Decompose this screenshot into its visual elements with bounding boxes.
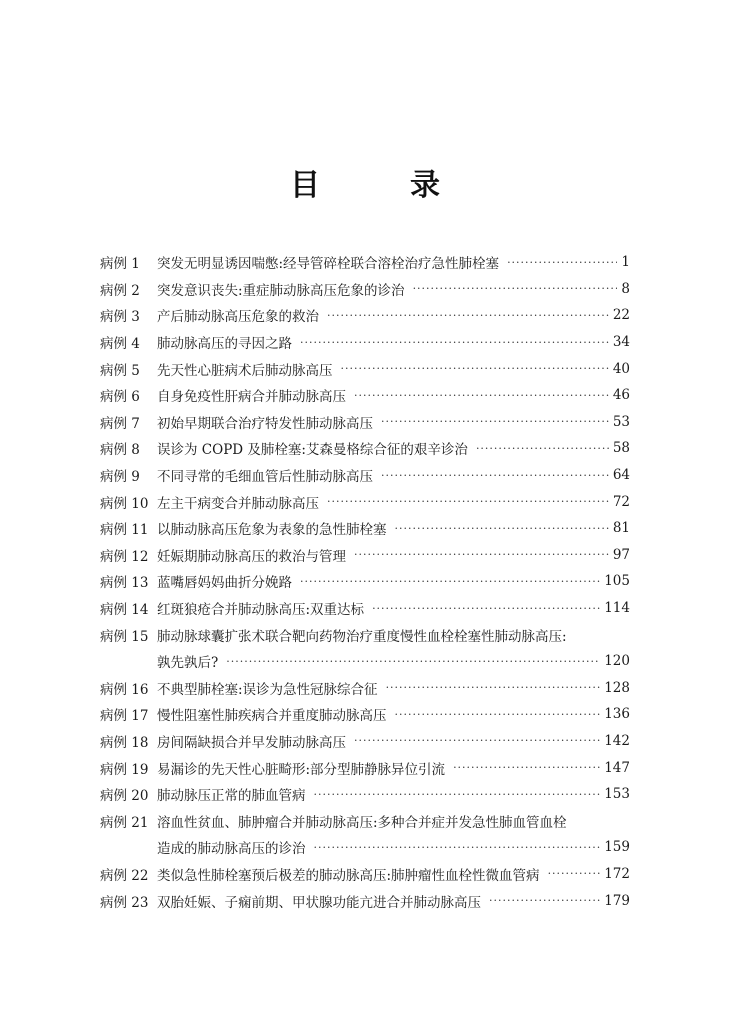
dot-leader	[395, 523, 609, 534]
case-label: 病例 19	[100, 761, 149, 778]
page-number: 22	[612, 307, 630, 324]
case-title: 误诊为 COPD 及肺栓塞:艾森曼格综合征的艰辛诊治	[157, 442, 468, 459]
case-title: 易漏诊的先天性心脏畸形:部分型肺静脉异位引流	[157, 761, 446, 778]
page-number: 147	[604, 759, 630, 776]
page-number: 105	[604, 573, 630, 590]
case-label: 病例 7	[100, 415, 140, 432]
case-label: 病例 18	[100, 734, 149, 751]
toc-entry	[100, 515, 630, 542]
page-number: 97	[612, 546, 630, 563]
dot-leader	[327, 310, 609, 321]
dot-leader	[327, 496, 609, 507]
page-number: 40	[612, 360, 630, 377]
case-title: 肺动脉高压的寻因之路	[157, 336, 292, 353]
case-label: 病例 10	[100, 495, 149, 512]
case-label: 病例 14	[100, 602, 149, 619]
page-number: 159	[604, 839, 630, 856]
case-label: 病例 20	[100, 788, 149, 805]
page-number: 172	[604, 865, 630, 882]
dot-leader	[300, 576, 600, 587]
page-title: 目 录	[290, 168, 470, 203]
case-label: 病例 5	[100, 362, 140, 379]
toc-entry	[100, 568, 630, 595]
case-label: 病例 4	[100, 336, 140, 353]
dot-leader	[395, 709, 601, 720]
toc-entry	[100, 249, 630, 276]
case-label: 病例 12	[100, 548, 149, 565]
case-label: 病例 15	[100, 628, 149, 645]
case-title: 突发无明显诱因喘憋:经导管碎栓联合溶栓治疗急性肺栓塞	[157, 256, 500, 273]
case-title: 产后肺动脉高压危象的救治	[157, 309, 319, 326]
case-title: 类似急性肺栓塞预后极差的肺动脉高压:肺肿瘤性血栓性微血管病	[157, 867, 540, 884]
toc-entry	[100, 781, 630, 808]
case-label: 病例 8	[100, 442, 140, 459]
page-number: 179	[604, 892, 630, 909]
case-title: 不典型肺栓塞:误诊为急性冠脉综合征	[157, 681, 378, 698]
dot-leader	[381, 416, 609, 427]
page-number: 142	[604, 732, 630, 749]
dot-leader	[507, 257, 617, 268]
case-title: 初始早期联合治疗特发性肺动脉高压	[157, 415, 373, 432]
toc-entry	[100, 462, 630, 489]
toc-entry	[100, 409, 630, 436]
case-label: 病例 23	[100, 894, 149, 911]
case-label: 病例 17	[100, 708, 149, 725]
dot-leader	[314, 789, 601, 800]
page-number: 53	[612, 413, 630, 430]
case-title: 孰先孰后?	[157, 655, 219, 672]
page-number: 153	[604, 786, 630, 803]
case-label: 病例 13	[100, 575, 149, 592]
dot-leader	[413, 283, 618, 294]
dot-leader	[476, 443, 609, 454]
dot-leader	[341, 363, 609, 374]
toc-entry	[100, 648, 630, 675]
case-label: 病例 11	[100, 522, 149, 539]
case-title: 妊娠期肺动脉高压的救治与管理	[157, 548, 346, 565]
page-number: 81	[612, 520, 630, 537]
page-number: 136	[604, 706, 630, 723]
toc-entry	[100, 276, 630, 303]
toc-entry	[100, 807, 630, 834]
case-title: 蓝嘴唇妈妈曲折分娩路	[157, 575, 292, 592]
dot-leader	[386, 682, 601, 693]
dot-leader	[453, 762, 600, 773]
toc-entry	[100, 754, 630, 781]
page-number: 58	[612, 440, 630, 457]
dot-leader	[354, 390, 609, 401]
case-title: 溶血性贫血、肺肿瘤合并肺动脉高压:多种合并症并发急性肺血管血栓	[157, 814, 567, 831]
dot-leader	[314, 842, 601, 853]
case-title: 慢性阻塞性肺疾病合并重度肺动脉高压	[157, 708, 387, 725]
case-title: 先天性心脏病术后肺动脉高压	[157, 362, 333, 379]
case-label: 病例 16	[100, 681, 149, 698]
toc-entry	[100, 675, 630, 702]
page-number: 8	[621, 280, 630, 297]
toc-entry	[100, 595, 630, 622]
page-number: 34	[612, 334, 630, 351]
dot-leader	[381, 470, 609, 481]
case-title: 肺动脉压正常的肺血管病	[157, 788, 306, 805]
toc-entry	[100, 329, 630, 356]
page-number: 128	[604, 679, 630, 696]
case-title: 不同寻常的毛细血管后性肺动脉高压	[157, 469, 373, 486]
page-number: 1	[621, 254, 630, 271]
case-title: 房间隔缺损合并早发肺动脉高压	[157, 734, 346, 751]
page-number: 64	[612, 467, 630, 484]
toc-entry	[100, 621, 630, 648]
dot-leader	[354, 735, 600, 746]
toc-entry	[100, 701, 630, 728]
case-label: 病例 22	[100, 867, 149, 884]
case-title: 以肺动脉高压危象为表象的急性肺栓塞	[157, 522, 387, 539]
toc-entry	[100, 728, 630, 755]
toc-entry	[100, 302, 630, 329]
toc-entry	[100, 382, 630, 409]
table-of-contents	[100, 249, 630, 914]
dot-leader	[372, 603, 600, 614]
dot-leader	[226, 656, 600, 667]
case-title: 自身免疫性肝病合并肺动脉高压	[157, 389, 346, 406]
dot-leader	[548, 868, 601, 879]
case-title: 造成的肺动脉高压的诊治	[157, 841, 306, 858]
case-label: 病例 1	[100, 256, 140, 273]
case-label: 病例 21	[100, 814, 149, 831]
page-number: 72	[612, 493, 630, 510]
case-title: 左主干病变合并肺动脉高压	[157, 495, 319, 512]
dot-leader	[300, 337, 609, 348]
case-title: 红斑狼疮合并肺动脉高压:双重达标	[157, 602, 365, 619]
page-number: 46	[612, 387, 630, 404]
toc-entry	[100, 887, 630, 914]
case-label: 病例 9	[100, 469, 140, 486]
toc-entry	[100, 834, 630, 861]
toc-entry	[100, 355, 630, 382]
case-label: 病例 3	[100, 309, 140, 326]
page-number: 114	[604, 600, 630, 617]
toc-entry	[100, 542, 630, 569]
dot-leader	[354, 549, 609, 560]
case-title: 双胎妊娠、子痫前期、甲状腺功能亢进合并肺动脉高压	[157, 894, 481, 911]
case-label: 病例 2	[100, 282, 140, 299]
toc-entry	[100, 435, 630, 462]
page-number: 120	[604, 653, 630, 670]
dot-leader	[489, 895, 600, 906]
case-title: 突发意识丧失:重症肺动脉高压危象的诊治	[157, 282, 405, 299]
toc-entry	[100, 861, 630, 888]
case-label: 病例 6	[100, 389, 140, 406]
toc-entry	[100, 488, 630, 515]
case-title: 肺动脉球囊扩张术联合靶向药物治疗重度慢性血栓栓塞性肺动脉高压:	[157, 628, 567, 645]
